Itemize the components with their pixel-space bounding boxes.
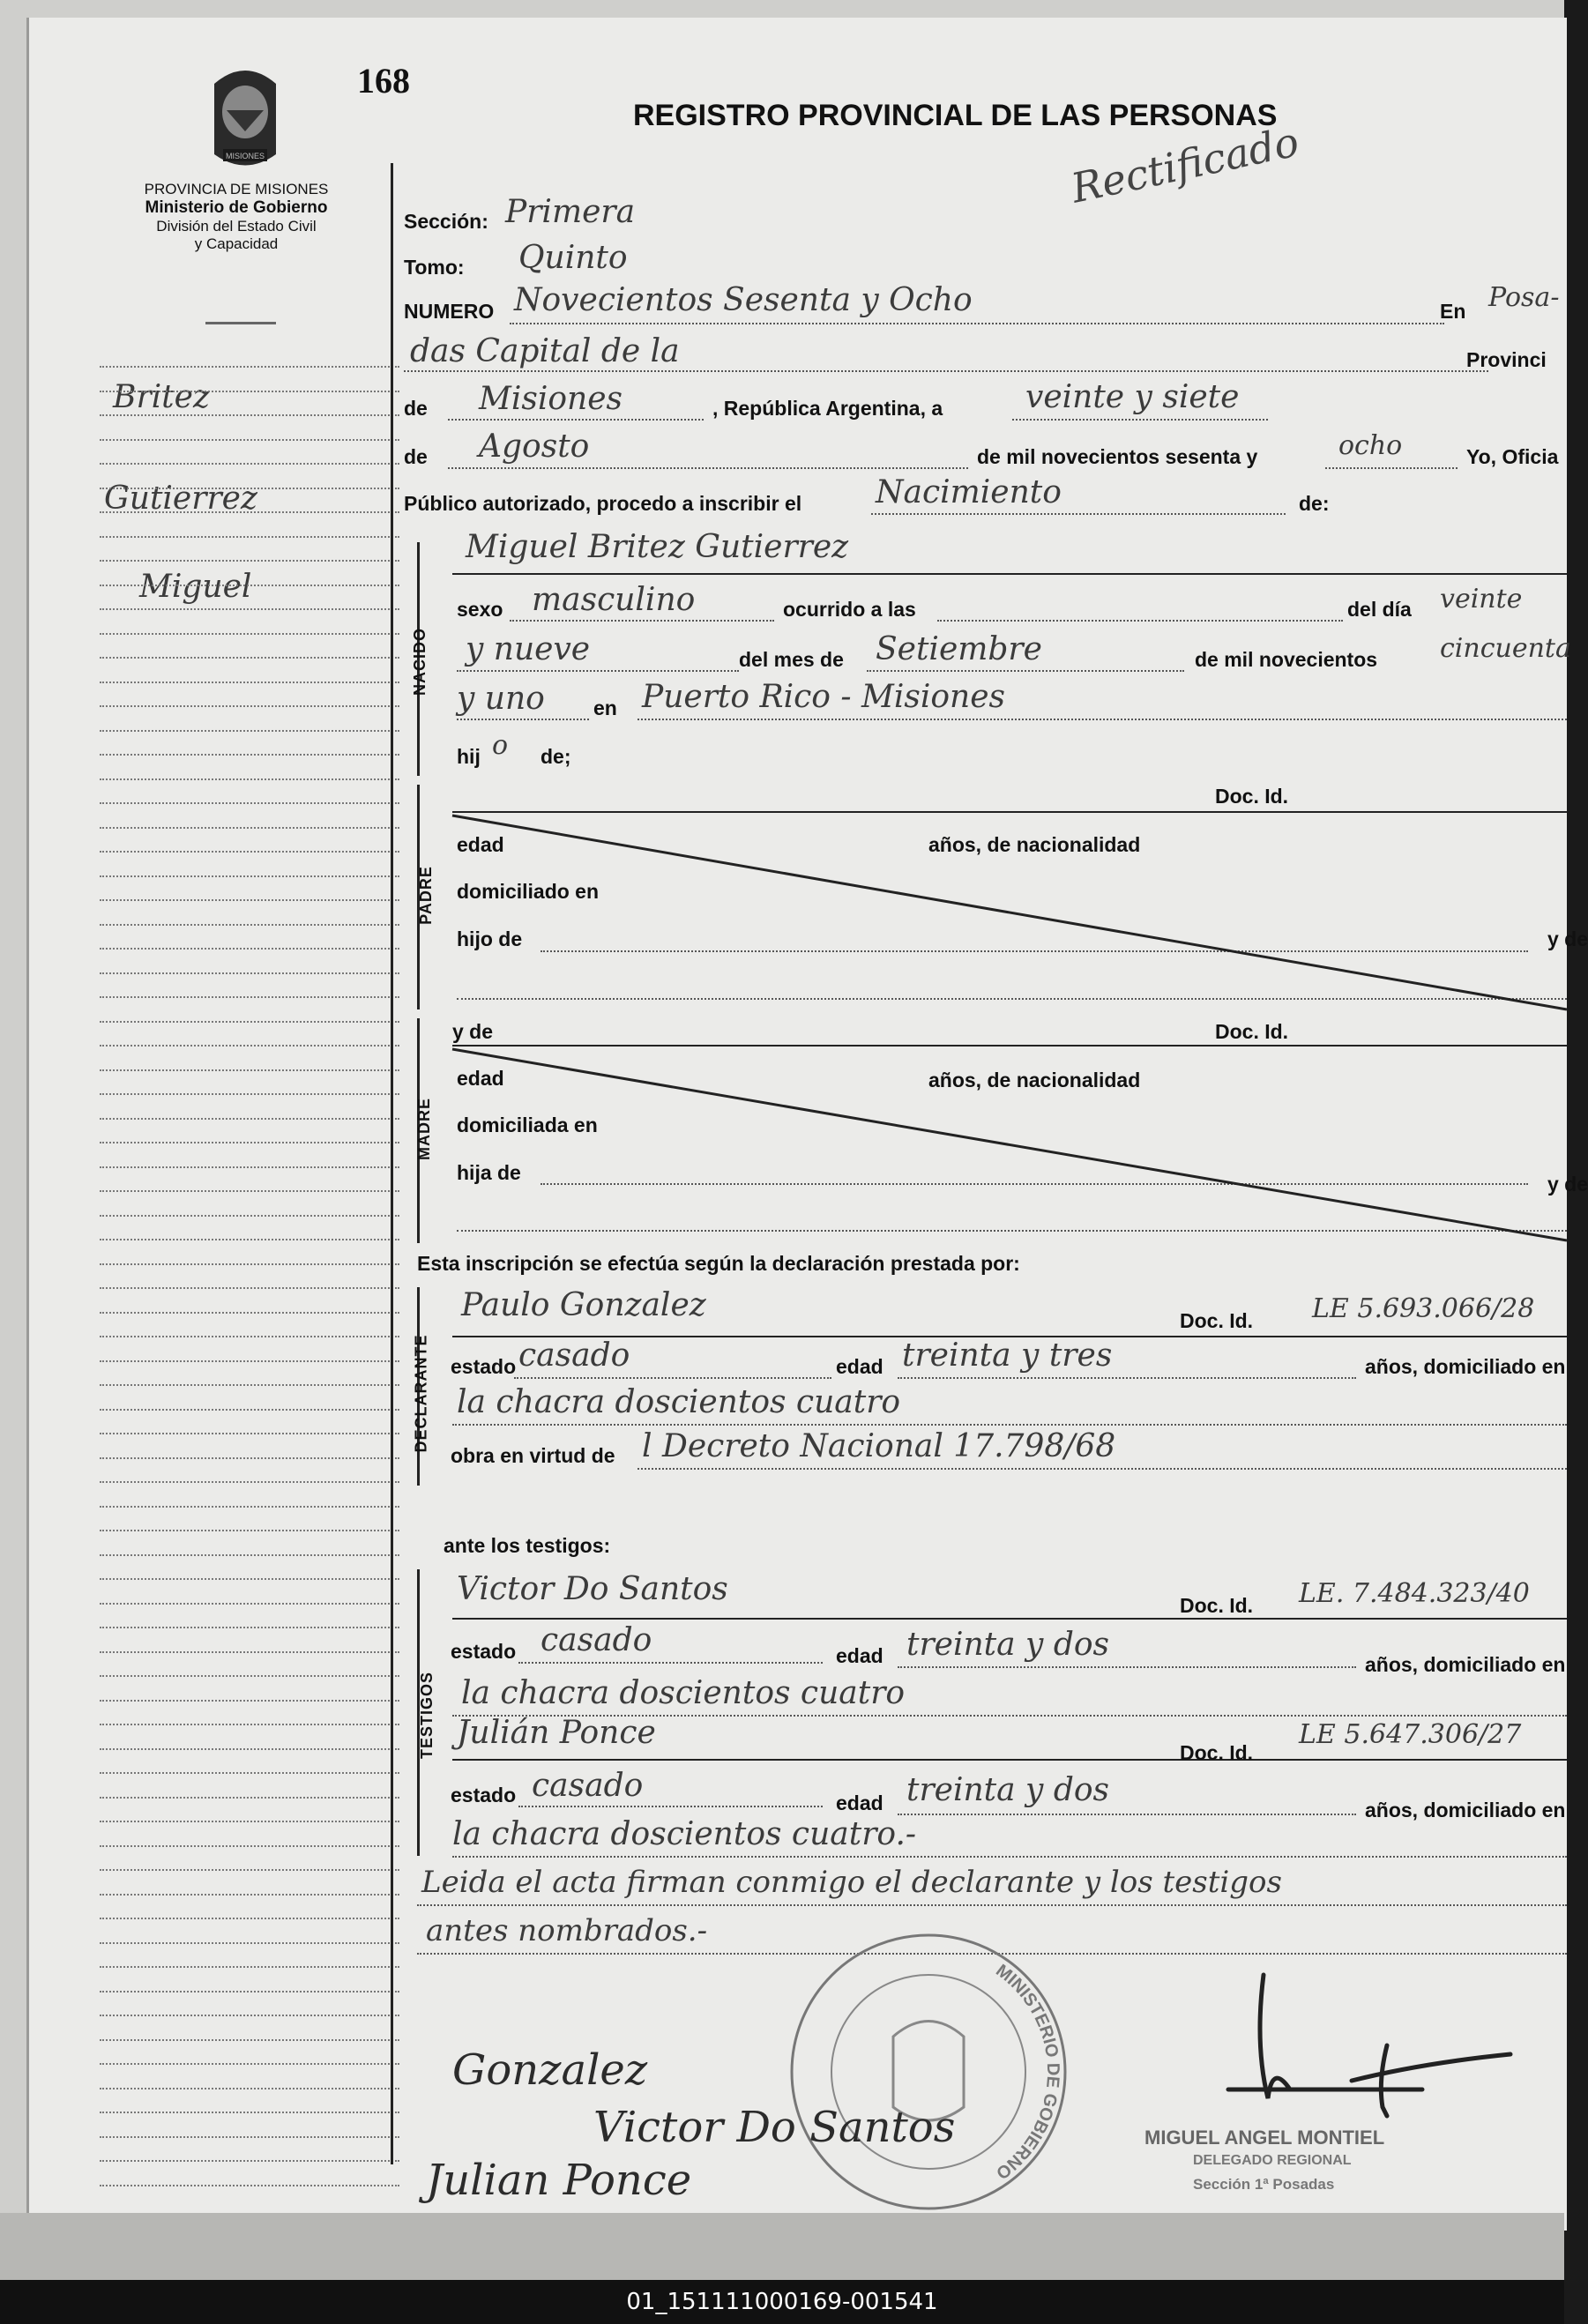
margin-ruled-line: [100, 1312, 399, 1314]
mes-value: Agosto: [479, 428, 590, 465]
declarante-label: DECLARANTE: [412, 1334, 430, 1453]
margin-ruled-line: [100, 511, 399, 513]
margin-surname-2: Gutierrez: [104, 480, 257, 517]
scan-caption: 01_151111000169-001541: [0, 2280, 1564, 2324]
padre-y-de-label: y de: [1547, 927, 1588, 950]
declarante-obra: l Decreto Nacional 17.798/68: [642, 1428, 1116, 1464]
declarante-estado: casado: [518, 1337, 630, 1374]
margin-ruled-line: [100, 1142, 399, 1143]
oficial-label: Yo, Oficia: [1466, 445, 1559, 468]
coat-of-arms-icon: [197, 57, 294, 176]
padre-domicilio-label: domiciliado en: [457, 880, 600, 903]
provincia-line: [448, 419, 704, 421]
margin-ruled-line: [100, 1651, 399, 1653]
margin-ruled-line: [100, 1433, 399, 1434]
testigo-2-estado-line: [518, 1806, 823, 1807]
margin-ruled-line: [100, 1021, 399, 1023]
publico-label: Público autorizado, procedo a inscribir el: [404, 492, 802, 515]
dia-line: [1012, 419, 1268, 421]
madre-domicilio-label: domiciliada en: [457, 1114, 598, 1136]
sexo-line: [510, 620, 774, 622]
margin-ruled-line: [100, 1118, 399, 1120]
margin-ruled-line: [100, 560, 399, 562]
margin-ruled-line: [100, 948, 399, 950]
signature-ponce: Julian Ponce: [426, 2156, 692, 2205]
official-name: MIGUEL ANGEL MONTIEL: [1144, 2127, 1385, 2149]
nacido-anio-1: cincuenta: [1440, 633, 1571, 664]
de-label: de: [404, 397, 428, 420]
margin-ruled-line: [100, 682, 399, 683]
margin-ruled-line: [100, 1506, 399, 1508]
margin-ruled-line: [100, 1239, 399, 1240]
numero-label: NUMERO: [404, 300, 495, 323]
margin-ruled-line: [100, 1869, 399, 1871]
margin-ruled-line: [100, 1457, 399, 1459]
sexo-label: sexo: [457, 598, 503, 621]
nacido-label: NACIDO: [411, 628, 429, 696]
testigo-1-estado-line: [518, 1662, 823, 1664]
margin-ruled-line: [100, 1724, 399, 1725]
declarante-domicilio-label: años, domiciliado en: [1365, 1355, 1566, 1378]
folio-number: 168: [357, 61, 410, 101]
en-value-1: Posa-: [1488, 282, 1560, 313]
anio2-line: [457, 719, 589, 720]
margin-surname-1: Britez: [113, 379, 210, 415]
ocurrido-label: ocurrido a las: [783, 598, 916, 621]
institution-division: División del Estado Civil: [156, 218, 317, 235]
mes-de-label: del mes de: [739, 648, 844, 671]
padre-edad-label: edad: [457, 833, 504, 856]
margin-ruled-line: [100, 414, 399, 416]
acto-line: [871, 513, 1286, 515]
testigo-1-doc: LE. 7.484.323/40: [1299, 1578, 1530, 1609]
de-label-2: de: [404, 445, 428, 468]
nacido-dia-1: veinte: [1440, 584, 1523, 615]
margin-ruled-line: [100, 1918, 399, 1919]
provincia-label: Provinci: [1466, 348, 1547, 371]
margin-ruled-line: [100, 1045, 399, 1047]
lugar-en-label: en: [593, 696, 617, 719]
testigo-1-name-line: [452, 1618, 1567, 1620]
institution-ministry: Ministerio de Gobierno: [145, 198, 328, 217]
testigo-1-domicilio-label: años, domiciliado en: [1365, 1653, 1566, 1676]
declarante-edad-line: [898, 1377, 1356, 1379]
tomo-label: Tomo:: [404, 256, 465, 279]
nacido-nombre: Miguel Britez Gutierrez: [466, 529, 849, 565]
margin-ruled-line: [100, 827, 399, 829]
margin-ruled-line: [100, 2039, 399, 2041]
padre-hijo-label: hijo de: [457, 927, 523, 950]
margin-ruled-line: [100, 2160, 399, 2162]
declarante-estado-label: estado: [451, 1355, 517, 1378]
margin-ruled-line: [100, 1069, 399, 1071]
margin-ruled-line: [100, 1748, 399, 1750]
testigo-1-nombre: Victor Do Santos: [457, 1571, 728, 1607]
institution-block: [91, 181, 382, 253]
madre-doc-label: Doc. Id.: [1215, 1020, 1289, 1043]
de-colon-label: de:: [1299, 492, 1330, 515]
margin-ruled-line: [100, 730, 399, 732]
padre-doc-label: Doc. Id.: [1215, 785, 1289, 808]
margin-ruled-line: [100, 633, 399, 635]
testigo-2-nombre: Julián Ponce: [457, 1715, 656, 1751]
testigo-2-domicilio-line: [452, 1856, 1567, 1858]
margin-ruled-line: [100, 899, 399, 901]
margin-ruled-line: [100, 778, 399, 780]
mil-novecientos-label: de mil novecientos: [1195, 648, 1378, 671]
nacido-lugar: Puerto Rico - Misiones: [642, 679, 1006, 715]
padre-label: PADRE: [416, 866, 435, 925]
declarante-estado-line: [514, 1377, 831, 1379]
margin-ruled-line: [100, 1554, 399, 1556]
anio-label: de mil novecientos sesenta y: [977, 445, 1258, 468]
margin-ruled-line: [100, 996, 399, 998]
official-signature-mark: [1158, 1957, 1546, 2134]
madre-label: MADRE: [415, 1098, 433, 1160]
margin-ruled-line: [100, 1772, 399, 1774]
lugar-line: [637, 719, 1567, 720]
rectificado-annotation: Rectificado: [1067, 117, 1303, 212]
declarante-nombre: Paulo Gonzalez: [461, 1287, 706, 1323]
hijo-label: hij: [457, 745, 481, 768]
declarante-doc-label: Doc. Id.: [1180, 1309, 1254, 1332]
margin-ruled-line: [100, 1942, 399, 1944]
madre-y-de-label-2: y de: [1547, 1173, 1588, 1196]
nacido-name-line: [452, 573, 1567, 575]
en-value-2: das Capital de la: [410, 333, 680, 369]
testigo-1-estado-label: estado: [451, 1640, 517, 1663]
acto-value: Nacimiento: [876, 474, 1062, 510]
document-title: REGISTRO PROVINCIAL DE LAS PERSONAS: [633, 99, 1278, 132]
margin-ruled-line: [100, 1360, 399, 1362]
margin-ruled-line: [100, 754, 399, 756]
margin-ruled-line: [100, 1287, 399, 1289]
madre-y-de-label: y de: [452, 1020, 494, 1043]
margin-ruled-line: [100, 439, 399, 441]
testigo-2-edad-line: [898, 1814, 1356, 1815]
margin-ruled-line: [100, 1821, 399, 1822]
margin-ruled-line: [100, 1894, 399, 1896]
margin-ruled-line: [100, 391, 399, 392]
declarante-obra-label: obra en virtud de: [451, 1444, 615, 1467]
mes-line: [448, 467, 968, 469]
en-label: En: [1440, 300, 1466, 323]
testigos-label: TESTIGOS: [418, 1671, 436, 1760]
institution-separator: [205, 322, 276, 324]
margin-ruled-line: [100, 1797, 399, 1799]
madre-void-diagonal: [444, 1045, 1567, 1248]
margin-ruled-line: [100, 366, 399, 368]
anio-value: ocho: [1338, 430, 1403, 461]
hora-line: [937, 620, 1343, 622]
testigo-1-edad-line: [898, 1666, 1356, 1668]
margin-ruled-line: [100, 2015, 399, 2016]
margin-ruled-line: [100, 1845, 399, 1847]
official-title: DELEGADO REGIONAL: [1193, 2153, 1352, 2168]
testigo-2-estado-label: estado: [451, 1784, 517, 1806]
margin-ruled-line: [100, 1263, 399, 1265]
margin-ruled-line: [100, 1093, 399, 1095]
margin-ruled-line: [100, 802, 399, 804]
margin-ruled-line: [100, 1215, 399, 1217]
margin-ruled-line: [100, 1966, 399, 1968]
declarante-edad-label: edad: [836, 1355, 883, 1378]
testigo-2-domicilio: la chacra doscientos cuatro.-: [452, 1816, 917, 1852]
margin-ruled-line: [100, 2088, 399, 2089]
margin-ruled-line: [100, 463, 399, 465]
margin-ruled-line: [100, 1409, 399, 1411]
official-round-stamp: [779, 1922, 1078, 2222]
margin-ruled-line: [100, 1578, 399, 1580]
seal-text: MISIONES: [225, 152, 265, 160]
margin-ruled-line: [100, 2185, 399, 2186]
testigo-1-estado: casado: [541, 1622, 652, 1658]
testigos-intro: ante los testigos:: [444, 1534, 611, 1557]
margin-ruled-line: [100, 1603, 399, 1605]
institution-province: PROVINCIA DE MISIONES: [144, 181, 329, 197]
testigo-2-estado: casado: [532, 1768, 644, 1804]
margin-ruled-line: [100, 1991, 399, 1993]
nacido-mes-line: [867, 670, 1184, 672]
margin-ruled-line: [100, 1675, 399, 1677]
nacido-dia-2: y nueve: [466, 631, 591, 667]
margin-ruled-line: [100, 1336, 399, 1337]
numero-value: Novecientos Sesenta y Ocho: [514, 282, 973, 318]
margin-ruled-line: [100, 875, 399, 877]
padre-nacionalidad-label: años, de nacionalidad: [928, 833, 1141, 856]
margin-ruled-line: [100, 657, 399, 659]
margin-ruled-line: [100, 1700, 399, 1702]
padre-void-diagonal: [444, 811, 1567, 1014]
testigo-1-edad: treinta y dos: [906, 1627, 1110, 1663]
margin-rule: [391, 163, 393, 2164]
margin-ruled-line: [100, 2112, 399, 2113]
declarante-intro: Esta inscripción se efectúa según la declaración prestada por:: [417, 1252, 1020, 1275]
madre-hija-label: hija de: [457, 1161, 521, 1184]
margin-ruled-line: [100, 1530, 399, 1531]
declarante-obra-line: [637, 1468, 1567, 1470]
stamp-text: MINISTERIO DE GOBIERNO: [992, 1961, 1063, 2183]
testigo-2-edad: treinta y dos: [906, 1772, 1110, 1808]
testigo-2-domicilio-label: años, domiciliado en: [1365, 1799, 1566, 1821]
margin-ruled-line: [100, 1166, 399, 1168]
del-dia-label: del día: [1347, 598, 1412, 621]
seccion-label: Sección:: [404, 210, 488, 233]
declarante-doc: LE 5.693.066/28: [1312, 1293, 1535, 1324]
nacido-mes: Setiembre: [876, 631, 1042, 667]
margin-ruled-line: [100, 1384, 399, 1386]
margin-ruled-line: [100, 488, 399, 489]
document-sheet: [26, 18, 1588, 2231]
closing-line-2: antes nombrados.-: [426, 1913, 708, 1948]
margin-ruled-line: [100, 851, 399, 853]
seccion-value: Primera: [505, 194, 636, 230]
hijo-suffix: o: [492, 730, 509, 761]
margin-ruled-line: [100, 972, 399, 974]
scan-bottom-shadow: [0, 2213, 1564, 2280]
closing-line-1: Leida el acta firman conmigo el declarante y los testigos: [421, 1865, 1282, 1900]
madre-edad-label: edad: [457, 1067, 504, 1090]
margin-ruled-line: [100, 585, 399, 586]
nacido-anio-2: y uno: [457, 681, 545, 717]
sexo-value: masculino: [532, 582, 696, 618]
line-capital: [404, 370, 1488, 372]
testigo-2-doc-label: Doc. Id.: [1180, 1741, 1254, 1764]
margin-ruled-line: [100, 536, 399, 538]
testigo-1-edad-label: edad: [836, 1644, 883, 1667]
official-section: Sección 1ª Posadas: [1193, 2176, 1335, 2193]
margin-ruled-line: [100, 2136, 399, 2138]
numero-line: [510, 323, 1444, 324]
margin-ruled-line: [100, 608, 399, 610]
institution-capacity: y Capacidad: [194, 235, 279, 252]
margin-ruled-line: [100, 705, 399, 707]
provincia-value: Misiones: [479, 381, 623, 417]
anio-line: [1325, 467, 1458, 469]
margin-ruled-line: [100, 1190, 399, 1192]
declarante-edad: treinta y tres: [902, 1337, 1113, 1374]
tomo-value: Quinto: [518, 240, 628, 276]
madre-nacionalidad-label: años, de nacionalidad: [928, 1069, 1141, 1091]
margin-ruled-line: [100, 1481, 399, 1483]
declarante-domicilio-line: [452, 1424, 1567, 1426]
dia-value: veinte y siete: [1025, 379, 1240, 415]
republica-label: , República Argentina, a: [712, 397, 943, 420]
testigo-2-edad-label: edad: [836, 1791, 883, 1814]
closing-line-1-rule: [417, 1904, 1567, 1906]
svg-text:MINISTERIO DE GOBIERNO: [992, 1961, 1062, 2183]
margin-ruled-line: [100, 924, 399, 926]
margin-given-name: Miguel: [139, 569, 252, 605]
testigo-1-doc-label: Doc. Id.: [1180, 1594, 1254, 1617]
signature-gonzalez: Gonzalez: [452, 2045, 648, 2095]
testigo-1-domicilio: la chacra doscientos cuatro: [461, 1675, 906, 1711]
testigo-2-name-line: [452, 1759, 1567, 1761]
declarante-domicilio: la chacra doscientos cuatro: [457, 1384, 901, 1420]
signature-do-santos: Victor Do Santos: [593, 2103, 956, 2152]
testigo-2-doc: LE 5.647.306/27: [1299, 1719, 1522, 1750]
margin-ruled-line: [100, 1627, 399, 1628]
dia2-line: [457, 670, 739, 672]
hijo-de-label: de;: [541, 745, 571, 768]
margin-ruled-line: [100, 2063, 399, 2065]
